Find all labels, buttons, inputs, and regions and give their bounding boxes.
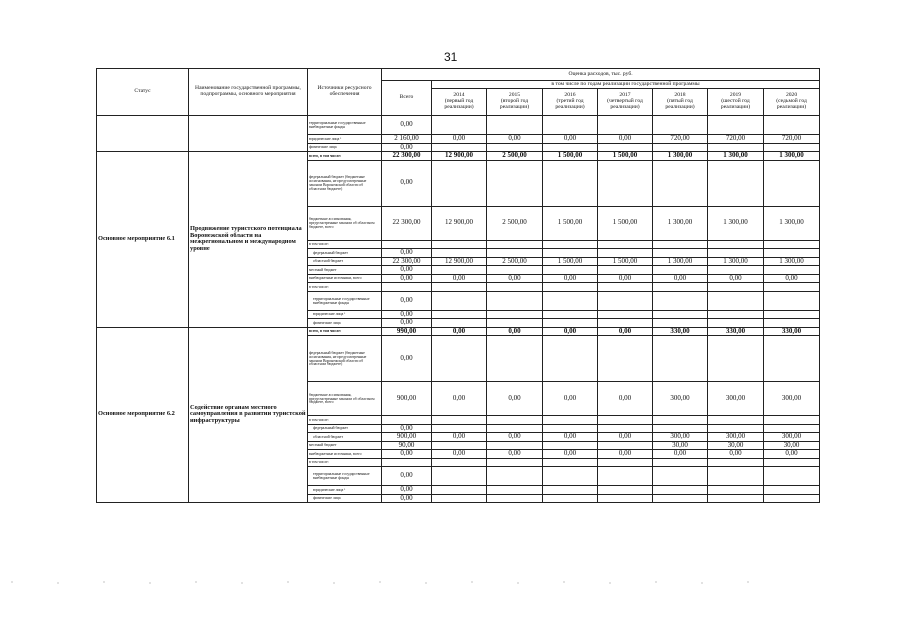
source-cell: федеральный бюджет [308, 249, 382, 258]
year-value-cell [487, 310, 543, 319]
year-value-cell [653, 494, 708, 503]
year-value-cell: 0,00 [432, 382, 487, 416]
source-cell: бюджетные ассигнования, предусмотренные законом об областном бюджете, всего [308, 206, 382, 240]
year-value-cell [543, 336, 598, 382]
year-value-cell [764, 424, 820, 433]
total-cell [382, 240, 432, 249]
year-value-cell [708, 486, 764, 495]
year-value-cell: 0,00 [487, 135, 543, 144]
year-value-cell: 330,00 [708, 327, 764, 336]
year-value-cell [764, 160, 820, 206]
year-value-cell: 0,00 [432, 135, 487, 144]
header-year-number: 2019 [729, 92, 742, 99]
source-cell: физические лица [308, 143, 382, 152]
year-value-cell [543, 160, 598, 206]
year-value-cell: 1 500,00 [598, 206, 653, 240]
year-value-cell [598, 283, 653, 292]
year-value-cell [708, 160, 764, 206]
year-value-cell: 1 500,00 [598, 152, 653, 161]
source-cell: физические лица [308, 494, 382, 503]
year-value-cell [432, 291, 487, 310]
header-year-label: (четвертый год реализации) [607, 98, 643, 110]
year-value-cell [543, 291, 598, 310]
total-cell [382, 416, 432, 425]
year-value-cell [432, 116, 487, 135]
year-value-cell: 0,00 [653, 450, 708, 459]
source-cell: федеральный бюджет (бюджетные ассигнования, не предусмотренные законом Воронежской области об областном бюджете) [308, 160, 382, 206]
year-value-cell: 0,00 [598, 450, 653, 459]
year-value-cell [487, 143, 543, 152]
source-cell: бюджетные ассигнования, предусмотренные законом об областном бюджете, всего [308, 382, 382, 416]
total-cell [382, 458, 432, 467]
year-value-cell [598, 116, 653, 135]
year-value-cell: 1 300,00 [764, 206, 820, 240]
year-value-cell [653, 310, 708, 319]
header-year-number: 2020 [785, 92, 798, 99]
year-value-cell [708, 249, 764, 258]
total-cell: 0,00 [382, 160, 432, 206]
year-value-cell [432, 467, 487, 486]
year-value-cell [432, 486, 487, 495]
year-value-cell: 0,00 [598, 382, 653, 416]
year-value-cell: 300,00 [764, 433, 820, 442]
source-cell: местный бюджет [308, 441, 382, 450]
header-year-label: (первый год реализации) [444, 98, 474, 110]
header-year-label: (пятый год реализации) [665, 98, 695, 110]
source-cell: внебюджетные источники, всего [308, 450, 382, 459]
year-value-cell: 0,00 [708, 450, 764, 459]
year-value-cell [708, 283, 764, 292]
year-value-cell [764, 240, 820, 249]
year-value-cell [653, 467, 708, 486]
year-value-cell: 0,00 [598, 274, 653, 283]
source-cell: федеральный бюджет (бюджетные ассигнования, не предусмотренные законом Воронежской области об областном бюджете) [308, 336, 382, 382]
total-cell: 0,00 [382, 249, 432, 258]
year-value-cell: 1 300,00 [708, 152, 764, 161]
header-year-2017 [598, 89, 653, 116]
year-value-cell: 2 500,00 [487, 206, 543, 240]
year-value-cell [708, 458, 764, 467]
total-cell [382, 283, 432, 292]
header-year-number: 2014 [453, 92, 465, 99]
year-value-cell [432, 336, 487, 382]
year-value-cell [598, 458, 653, 467]
year-value-cell [598, 291, 653, 310]
total-cell: 900,00 [382, 382, 432, 416]
year-value-cell [653, 424, 708, 433]
year-value-cell: 1 300,00 [653, 152, 708, 161]
year-value-cell: 1 500,00 [598, 257, 653, 266]
header-year-number: 2015 [508, 92, 521, 99]
year-value-cell [764, 310, 820, 319]
year-value-cell [653, 160, 708, 206]
year-value-cell: 0,00 [598, 327, 653, 336]
header-year-label: (седьмой год реализации) [776, 98, 807, 110]
year-value-cell: 1 300,00 [708, 206, 764, 240]
year-value-cell [598, 467, 653, 486]
header-estimate: Оценка расходов, тыс. руб. [382, 69, 820, 81]
year-value-cell [598, 143, 653, 152]
source-cell: территориальные государственные внебюджетные фонды [308, 467, 382, 486]
year-value-cell [487, 424, 543, 433]
year-value-cell [708, 424, 764, 433]
year-value-cell: 720,00 [764, 135, 820, 144]
year-value-cell [708, 143, 764, 152]
year-value-cell [764, 116, 820, 135]
year-value-cell: 0,00 [487, 433, 543, 442]
year-value-cell [598, 249, 653, 258]
year-value-cell [487, 441, 543, 450]
year-value-cell: 300,00 [708, 433, 764, 442]
year-value-cell [543, 310, 598, 319]
year-value-cell [432, 458, 487, 467]
year-value-cell [653, 458, 708, 467]
year-value-cell: 300,00 [653, 433, 708, 442]
year-value-cell [487, 494, 543, 503]
year-value-cell [598, 310, 653, 319]
total-cell: 0,00 [382, 450, 432, 459]
source-cell: областной бюджет [308, 257, 382, 266]
header-status: Статус [97, 69, 189, 116]
year-value-cell [764, 486, 820, 495]
year-value-cell [432, 424, 487, 433]
year-value-cell: 0,00 [543, 382, 598, 416]
year-value-cell [708, 319, 764, 328]
header-year-2015 [487, 89, 543, 116]
year-value-cell [708, 416, 764, 425]
year-value-cell [432, 160, 487, 206]
year-value-cell [543, 416, 598, 425]
year-value-cell: 0,00 [543, 135, 598, 144]
year-value-cell: 2 500,00 [487, 152, 543, 161]
year-value-cell: 0,00 [432, 450, 487, 459]
year-value-cell [653, 266, 708, 275]
year-value-cell: 300,00 [653, 382, 708, 416]
header-year-number: 2017 [619, 92, 631, 99]
year-value-cell [487, 160, 543, 206]
total-cell: 22 300,00 [382, 257, 432, 266]
total-cell: 0,00 [382, 274, 432, 283]
year-value-cell: 1 500,00 [543, 257, 598, 266]
year-value-cell [487, 458, 543, 467]
year-value-cell [487, 467, 543, 486]
year-value-cell: 1 300,00 [764, 257, 820, 266]
year-value-cell: 0,00 [432, 433, 487, 442]
measure-status: Основное мероприятие 6.2 [97, 327, 189, 503]
year-value-cell [708, 494, 764, 503]
year-value-cell [764, 416, 820, 425]
year-value-cell [432, 283, 487, 292]
year-value-cell: 0,00 [598, 433, 653, 442]
year-value-cell [432, 319, 487, 328]
year-value-cell: 1 300,00 [653, 206, 708, 240]
source-cell: территориальные государственные внебюджетные фонды [308, 291, 382, 310]
total-cell: 0,00 [382, 494, 432, 503]
measure-name: Продвижение туристского потенциала Воронежской области на межрегиональном и международном уровне [189, 152, 308, 328]
year-value-cell: 720,00 [653, 135, 708, 144]
total-cell: 0,00 [382, 310, 432, 319]
page-number: 31 [444, 50, 458, 64]
total-cell: 90,00 [382, 441, 432, 450]
year-value-cell [653, 291, 708, 310]
year-value-cell: 1 300,00 [653, 257, 708, 266]
year-value-cell [708, 116, 764, 135]
year-value-cell [598, 319, 653, 328]
source-cell: всего, в том числе: [308, 327, 382, 336]
year-value-cell: 0,00 [543, 450, 598, 459]
year-value-cell: 0,00 [764, 274, 820, 283]
year-value-cell [764, 266, 820, 275]
source-cell: в том числе: [308, 240, 382, 249]
year-value-cell [543, 486, 598, 495]
year-value-cell: 0,00 [487, 382, 543, 416]
year-value-cell: 30,00 [708, 441, 764, 450]
year-value-cell: 0,00 [432, 327, 487, 336]
year-value-cell [653, 319, 708, 328]
table-row [97, 152, 820, 161]
year-value-cell [764, 467, 820, 486]
year-value-cell: 0,00 [432, 274, 487, 283]
year-value-cell [598, 441, 653, 450]
expense-table [96, 68, 820, 503]
source-cell: юридические лица ¹ [308, 135, 382, 144]
year-value-cell [543, 494, 598, 503]
status-cell [97, 116, 189, 152]
year-value-cell [598, 416, 653, 425]
year-value-cell [708, 336, 764, 382]
total-cell: 0,00 [382, 336, 432, 382]
source-cell: в том числе: [308, 416, 382, 425]
year-value-cell [598, 336, 653, 382]
year-value-cell [653, 283, 708, 292]
year-value-cell [598, 424, 653, 433]
year-value-cell: 12 900,00 [432, 206, 487, 240]
year-value-cell [653, 486, 708, 495]
header-year-2020 [764, 89, 820, 116]
header-year-label: (второй год реализации) [499, 98, 530, 110]
total-cell: 0,00 [382, 319, 432, 328]
year-value-cell [487, 249, 543, 258]
total-cell: 22 300,00 [382, 152, 432, 161]
source-cell: внебюджетные источники, всего [308, 274, 382, 283]
year-value-cell [487, 291, 543, 310]
year-value-cell: 30,00 [764, 441, 820, 450]
year-value-cell [543, 424, 598, 433]
header-year-2019 [708, 89, 764, 116]
year-value-cell [543, 458, 598, 467]
year-value-cell [653, 116, 708, 135]
year-value-cell [708, 310, 764, 319]
total-cell: 0,00 [382, 143, 432, 152]
year-value-cell: 0,00 [543, 327, 598, 336]
year-value-cell [653, 143, 708, 152]
year-value-cell [487, 336, 543, 382]
year-value-cell [487, 319, 543, 328]
year-value-cell [432, 240, 487, 249]
year-value-cell [764, 283, 820, 292]
header-year-number: 2018 [674, 92, 686, 99]
source-cell: юридические лица ¹ [308, 310, 382, 319]
year-value-cell [708, 240, 764, 249]
total-cell: 0,00 [382, 116, 432, 135]
table-header [97, 69, 820, 116]
year-value-cell: 0,00 [543, 433, 598, 442]
year-value-cell: 0,00 [487, 450, 543, 459]
total-cell: 0,00 [382, 486, 432, 495]
year-value-cell: 0,00 [764, 450, 820, 459]
year-value-cell [543, 319, 598, 328]
year-value-cell [708, 291, 764, 310]
year-value-cell [432, 310, 487, 319]
header-source: Источники ресурсного обеспечения [308, 69, 382, 116]
year-value-cell: 0,00 [487, 327, 543, 336]
table-row [97, 116, 820, 135]
year-value-cell [764, 143, 820, 152]
year-value-cell [708, 467, 764, 486]
year-value-cell [432, 249, 487, 258]
header-year-2014 [432, 89, 487, 116]
year-value-cell: 330,00 [653, 327, 708, 336]
year-value-cell [432, 143, 487, 152]
year-value-cell [598, 240, 653, 249]
year-value-cell [543, 249, 598, 258]
total-cell: 0,00 [382, 291, 432, 310]
total-cell: 900,00 [382, 433, 432, 442]
header-year-label: (шестой год реализации) [720, 98, 751, 110]
measure-status: Основное мероприятие 6.1 [97, 152, 189, 328]
header-year-number: 2016 [564, 92, 576, 99]
year-value-cell: 0,00 [487, 274, 543, 283]
total-cell: 22 300,00 [382, 206, 432, 240]
year-value-cell [543, 441, 598, 450]
year-value-cell [598, 160, 653, 206]
source-cell: местный бюджет [308, 266, 382, 275]
year-value-cell [432, 266, 487, 275]
header-year-2016 [543, 89, 598, 116]
year-value-cell [432, 494, 487, 503]
year-value-cell [543, 143, 598, 152]
scan-artifacts [0, 578, 905, 588]
year-value-cell: 300,00 [708, 382, 764, 416]
year-value-cell: 0,00 [708, 274, 764, 283]
year-value-cell [598, 494, 653, 503]
year-value-cell [653, 416, 708, 425]
year-value-cell: 12 900,00 [432, 257, 487, 266]
header-years-caption: в том числе по годам реализации государственной программы [432, 81, 820, 89]
year-value-cell [653, 249, 708, 258]
year-value-cell [543, 283, 598, 292]
source-cell: в том числе: [308, 283, 382, 292]
year-value-cell [764, 336, 820, 382]
year-value-cell [764, 458, 820, 467]
source-cell: федеральный бюджет [308, 424, 382, 433]
header-total: Всего [382, 81, 432, 116]
year-value-cell [432, 441, 487, 450]
year-value-cell [764, 249, 820, 258]
name-cell [189, 116, 308, 152]
year-value-cell [543, 240, 598, 249]
year-value-cell [487, 416, 543, 425]
year-value-cell: 330,00 [764, 327, 820, 336]
measure-name: Содействие органам местного самоуправления в развитии туристской инфраструктуры [189, 327, 308, 503]
total-cell: 2 160,00 [382, 135, 432, 144]
year-value-cell: 0,00 [598, 135, 653, 144]
source-cell: в том числе: [308, 458, 382, 467]
year-value-cell: 30,00 [653, 441, 708, 450]
year-value-cell [487, 283, 543, 292]
year-value-cell [543, 467, 598, 486]
year-value-cell [432, 416, 487, 425]
year-value-cell: 0,00 [543, 274, 598, 283]
year-value-cell [764, 319, 820, 328]
year-value-cell [598, 486, 653, 495]
year-value-cell [653, 240, 708, 249]
year-value-cell: 12 900,00 [432, 152, 487, 161]
year-value-cell [653, 336, 708, 382]
year-value-cell: 2 500,00 [487, 257, 543, 266]
year-value-cell: 1 300,00 [764, 152, 820, 161]
year-value-cell [764, 291, 820, 310]
total-cell: 0,00 [382, 424, 432, 433]
source-cell: юридические лица ¹ [308, 486, 382, 495]
year-value-cell [487, 266, 543, 275]
header-name: Наименование государственной программы, подпрограммы, основного мероприятия [189, 69, 308, 116]
header-year-2018 [653, 89, 708, 116]
total-cell: 0,00 [382, 266, 432, 275]
total-cell: 990,00 [382, 327, 432, 336]
year-value-cell [487, 240, 543, 249]
source-cell: областной бюджет [308, 433, 382, 442]
year-value-cell: 300,00 [764, 382, 820, 416]
year-value-cell [764, 494, 820, 503]
source-cell: физические лица [308, 319, 382, 328]
year-value-cell: 1 300,00 [708, 257, 764, 266]
year-value-cell [487, 116, 543, 135]
header-year-label: (третий год реализации) [555, 98, 585, 110]
year-value-cell [543, 266, 598, 275]
year-value-cell [598, 266, 653, 275]
source-cell: всего, в том числе: [308, 152, 382, 161]
year-value-cell [487, 486, 543, 495]
year-value-cell: 720,00 [708, 135, 764, 144]
year-value-cell [543, 116, 598, 135]
source-cell: территориальные государственные внебюджетные фонды [308, 116, 382, 135]
year-value-cell: 1 500,00 [543, 152, 598, 161]
table-row [97, 327, 820, 336]
year-value-cell [708, 266, 764, 275]
year-value-cell: 0,00 [653, 274, 708, 283]
year-value-cell: 1 500,00 [543, 206, 598, 240]
total-cell: 0,00 [382, 467, 432, 486]
